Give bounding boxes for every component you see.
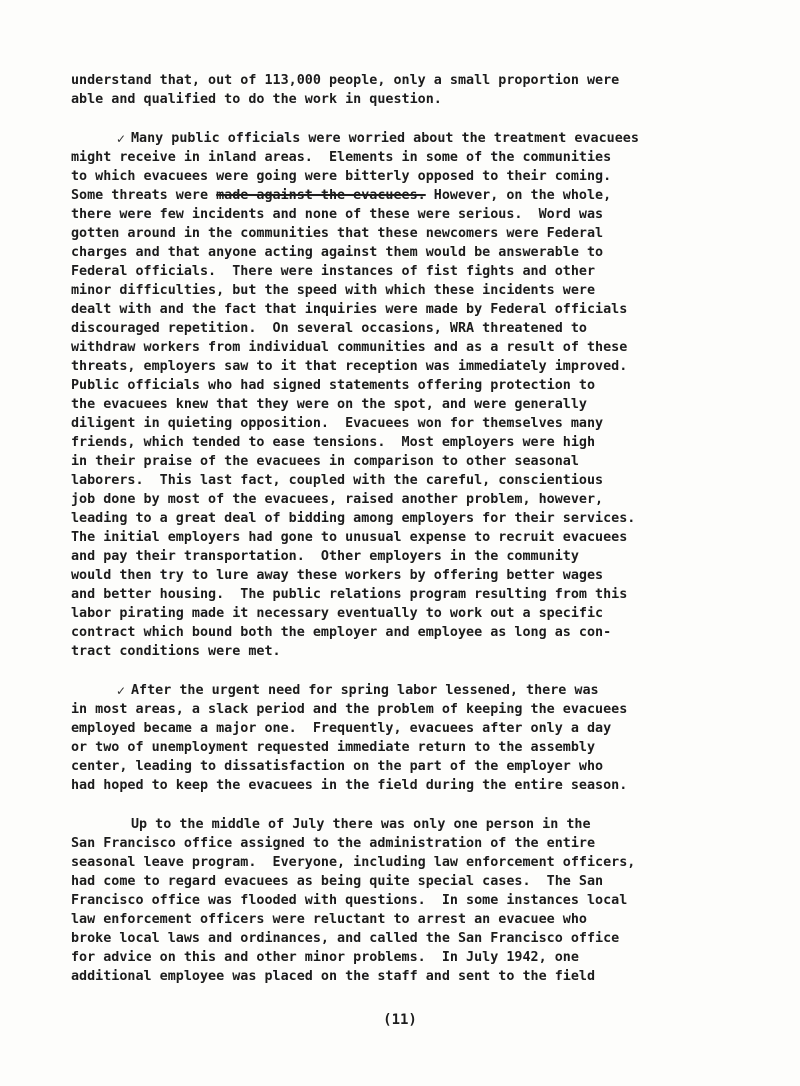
struck-text: made against the evacuees.	[216, 188, 426, 203]
text-line	[71, 186, 611, 205]
text-line: employed became a major one. Frequently, evacuees after only a day	[71, 721, 612, 736]
text-line: San Francisco office assigned to the administration of the entire	[71, 836, 596, 851]
text-line: After the urgent need for spring labor lessened, there was	[131, 683, 599, 698]
text-line: withdraw workers from individual communities and as a result of these	[71, 340, 628, 355]
text-line: center, leading to dissatisfaction on the part of the employer who	[71, 759, 604, 774]
text-line: labor pirating made it necessary eventually to work out a specific	[71, 606, 604, 621]
text-line: laborers. This last fact, coupled with the careful, conscientious	[71, 473, 604, 488]
text-line: for advice on this and other minor problems. In July 1942, one	[71, 950, 579, 965]
text-line: and better housing. The public relations program resulting from this	[71, 587, 628, 602]
text-line: gotten around in the communities that these newcomers were Federal	[71, 226, 604, 241]
text-span: Some threats were	[71, 188, 217, 203]
text-line: Public officials who had signed statements offering protection to	[71, 378, 596, 393]
text-line: contract which bound both the employer and employee as long as con-	[71, 625, 612, 640]
check-mark-icon: ✓	[116, 684, 127, 698]
text-line: to which evacuees were going were bitterly opposed to their coming.	[71, 169, 612, 184]
text-line: friends, which tended to ease tensions. Most employers were high	[71, 435, 596, 450]
check-mark-icon: ✓	[116, 132, 127, 146]
text-line: and pay their transportation. Other employers in the community	[71, 549, 579, 564]
text-line: discouraged repetition. On several occasions, WRA threatened to	[71, 321, 587, 336]
text-line: broke local laws and ordinances, and called the San Francisco office	[71, 931, 620, 946]
text-line: diligent in quieting opposition. Evacuees won for themselves many	[71, 416, 604, 431]
text-line: dealt with and the fact that inquiries were made by Federal officials	[71, 302, 628, 317]
text-line: threats, employers saw to it that reception was immediately improved.	[71, 359, 628, 374]
text-line: minor difficulties, but the speed with which these incidents were	[71, 283, 596, 298]
page-number: (11)	[383, 1012, 417, 1028]
text-line: job done by most of the evacuees, raised another problem, however,	[71, 492, 604, 507]
text-line: Many public officials were worried about the treatment evacuees	[131, 131, 639, 146]
text-line: charges and that anyone acting against them would be answerable to	[71, 245, 604, 260]
text-span: However, on the whole,	[425, 188, 612, 203]
text-line: seasonal leave program. Everyone, including law enforcement officers,	[71, 855, 636, 870]
text-line: might receive in inland areas. Elements in some of the communities	[71, 150, 612, 165]
text-line: or two of unemployment requested immediate return to the assembly	[71, 740, 596, 755]
text-line: Up to the middle of July there was only one person in the	[131, 817, 591, 832]
text-line: understand that, out of 113,000 people, only a small proportion were	[71, 73, 620, 88]
text-line: in their praise of the evacuees in comparison to other seasonal	[71, 454, 579, 469]
text-line: the evacuees knew that they were on the spot, and were generally	[71, 397, 587, 412]
text-line: had hoped to keep the evacuees in the field during the entire season.	[71, 778, 628, 793]
text-line: Francisco office was flooded with questions. In some instances local	[71, 893, 628, 908]
text-line: The initial employers had gone to unusual expense to recruit evacuees	[71, 530, 628, 545]
text-line: able and qualified to do the work in question.	[71, 92, 442, 107]
text-line: had come to regard evacuees as being quite special cases. The San	[71, 874, 604, 889]
text-line: Federal officials. There were instances of fist fights and other	[71, 264, 596, 279]
text-line: would then try to lure away these workers by offering better wages	[71, 568, 604, 583]
text-line: in most areas, a slack period and the problem of keeping the evacuees	[71, 702, 628, 717]
text-line: law enforcement officers were reluctant to arrest an evacuee who	[71, 912, 587, 927]
text-line: additional employee was placed on the staff and sent to the field	[71, 969, 596, 984]
text-line: there were few incidents and none of these were serious. Word was	[71, 207, 604, 222]
text-line: leading to a great deal of bidding among employers for their services.	[71, 511, 636, 526]
text-line: tract conditions were met.	[71, 644, 281, 659]
